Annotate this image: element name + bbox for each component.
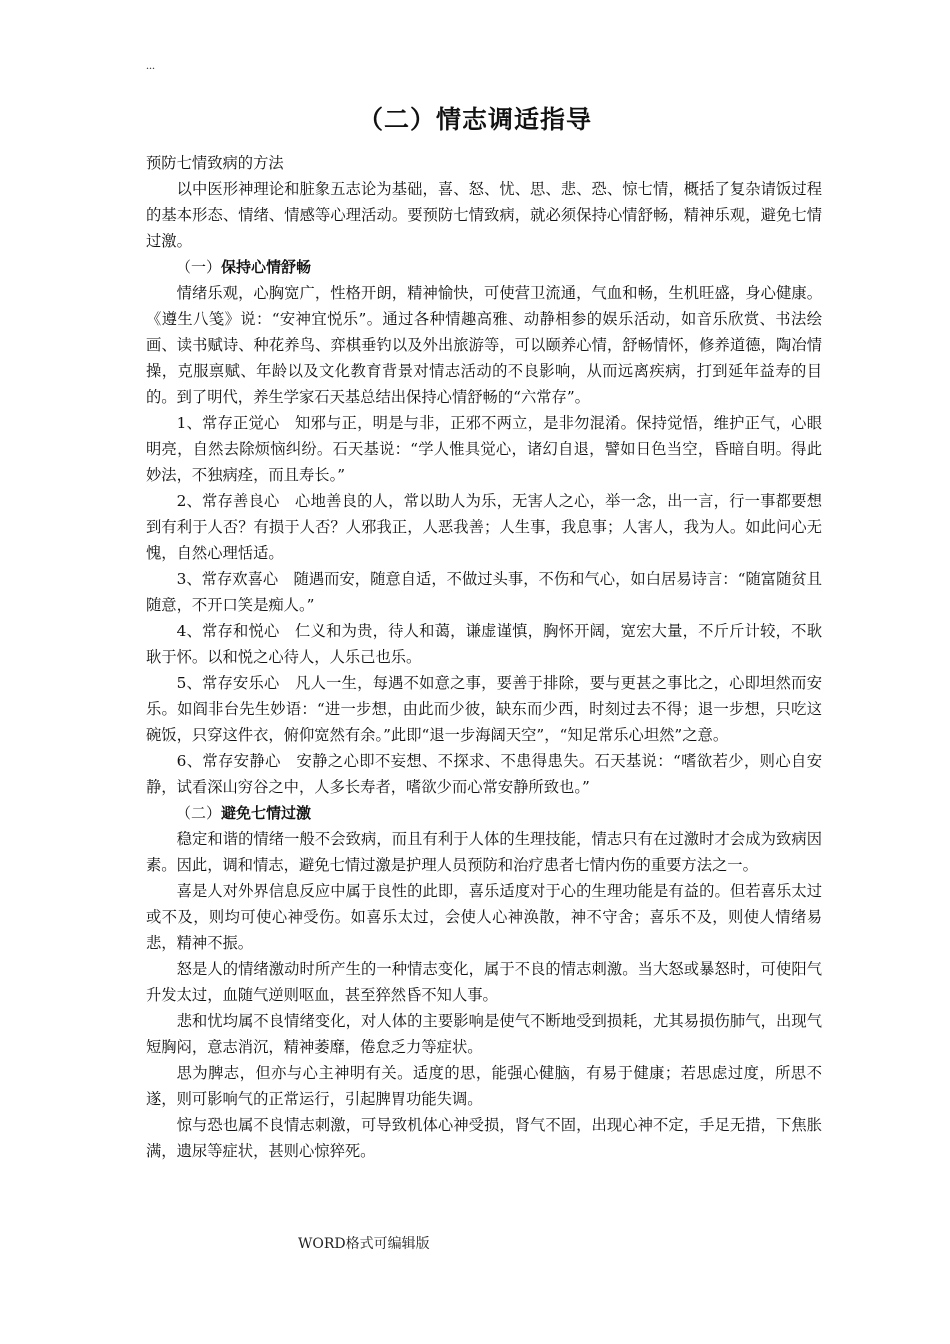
section1-heading [146, 254, 822, 280]
list-item-6: 6、常存安静心 安静之心即不妄想、不探求、不患得患失。石天基说：“嗜欲若少，则心自安静，试看深山穷谷之中，人多长寿者，嗜欲少而心常安静所致也。” [146, 752, 822, 796]
list-item-4: 4、常存和悦心 仁义和为贵，待人和蔼，谦虚谨慎，胸怀开阔，宽宏大量，不斤斤计较，不耿耿于怀。以和悦之心待人，人乐己也乐。 [146, 622, 822, 666]
section1-number: （一） [176, 258, 222, 276]
section2-paragraph-5: 思为脾志，但亦与心主神明有关。适度的思，能强心健脑，有易于健康；若思虑过度，所思不遂，则可影响气的正常运行，引起脾胃功能失调。 [146, 1064, 822, 1108]
section2-paragraph-1: 稳定和谐的情绪一般不会致病，而且有利于人体的生理技能，情志只有在过激时才会成为致病因素。因此，调和情志，避免七情过激是护理人员预防和治疗患者七情内伤的重要方法之一。 [146, 830, 822, 874]
page-title: （二）情志调适指导 [357, 105, 592, 134]
list-item-5: 5、常存安乐心 凡人一生，每遇不如意之事，要善于排除，要与更甚之事比之，心即坦然而安乐。如阎非台先生妙语：“进一步想，由此而少彼，缺东而少西，时刻过去不得；退一步想，只吃这碗饭，只穿这件衣，俯仰宽然有余。”此即“退一步海阔天空”，“知足常乐心坦然”之意。 [146, 674, 822, 744]
intro-heading: 预防七情致病的方法 [146, 154, 284, 172]
list-item-3: 3、常存欢喜心 随遇而安，随意自适，不做过头事，不伤和气心，如白居易诗言：“随富随贫且随意，不开口笑是痴人。” [146, 570, 822, 614]
section1-heading-text: 保持心情舒畅 [221, 258, 312, 276]
section2-paragraph-4: 悲和忧均属不良情绪变化，对人体的主要影响是使气不断地受到损耗，尤其易损伤肺气，出现气短胸闷，意志消沉，精神萎靡，倦怠乏力等症状。 [146, 1012, 822, 1056]
section2-heading [146, 800, 822, 826]
intro-paragraph: 以中医形神理论和脏象五志论为基础，喜、怒、忧、思、悲、恐、惊七情，概括了复杂请饭过程的基本形态、情绪、情感等心理活动。要预防七情致病，就必须保持心情舒畅，精神乐观，避免七情过激。 [146, 180, 822, 250]
section2-paragraph-2: 喜是人对外界信息反应中属于良性的此即，喜乐适度对于心的生理功能是有益的。但若喜乐太过或不及，则均可使心神受伤。如喜乐太过，会使人心神涣散，神不守舍；喜乐不及，则使人情绪易悲，精神不振。 [146, 882, 822, 952]
list-item-2: 2、常存善良心 心地善良的人，常以助人为乐，无害人之心，举一念，出一言，行一事都要想到有利于人否？有损于人否？人邪我正，人恶我善；人生事，我息事；人害人，我为人。如此问心无愧，自然心理恬适。 [146, 492, 822, 562]
header-mark: ... [146, 58, 155, 72]
document-body [146, 150, 822, 1164]
section1-paragraph: 情绪乐观，心胸宽广，性格开朗，精神愉快，可使营卫流通，气血和畅，生机旺盛，身心健康。《遵生八笺》说：“安神宜悦乐”。通过各种情趣高雅、动静相参的娱乐活动，如音乐欣赏、书法绘画、读书赋诗、种花养鸟、弈棋垂钓以及外出旅游等，可以颐养心情，舒畅情怀，修养道德，陶冶情操，克服禀赋、年龄以及文化教育背景对情志活动的不良影响，从而远离疾病，打到延年益寿的目的。到了明代，养生学家石天基总结出保持心情舒畅的“六常存”。 [146, 284, 822, 406]
section2-paragraph-6: 惊与恐也属不良情志刺激，可导致机体心神受损，肾气不固，出现心神不定，手足无措，下焦胀满，遗尿等症状，甚则心惊猝死。 [146, 1116, 822, 1160]
section2-paragraph-3: 怒是人的情绪激动时所产生的一种情志变化，属于不良的情志刺激。当大怒或暴怒时，可使阳气升发太过，血随气逆则呕血，甚至猝然昏不知人事。 [146, 960, 822, 1004]
page-footer: WORD格式可编辑版 [298, 1236, 430, 1252]
section2-number: （二） [176, 804, 222, 822]
section2-heading-text: 避免七情过激 [221, 804, 312, 822]
list-item-1: 1、常存正觉心 知邪与正，明是与非，正邪不两立，是非勿混淆。保持觉悟，维护正气，心眼明亮，自然去除烦恼纠纷。石天基说：“学人惟具觉心，诸幻自退，譬如日色当空，昏暗自明。得此妙法，不独病痊，而且寿长。” [146, 414, 822, 484]
